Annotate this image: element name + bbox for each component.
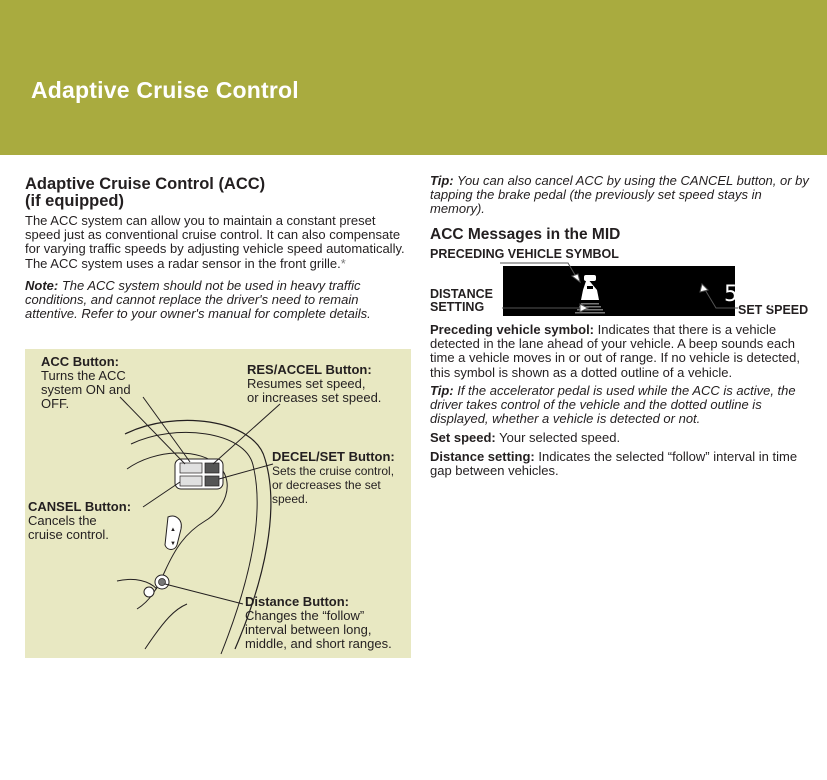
cancel-button-desc-1: Cancels the	[28, 513, 97, 528]
res-accel-callout	[247, 363, 381, 405]
definitions	[430, 323, 818, 478]
tip-accelerator	[430, 384, 818, 426]
distance-button-desc-3: middle, and short ranges.	[245, 636, 392, 651]
def-distance-setting	[430, 450, 818, 478]
mid-diagram	[430, 248, 820, 320]
footnote-mark: *	[340, 255, 346, 271]
acc-button-callout	[41, 355, 131, 411]
decel-set-callout	[272, 450, 395, 506]
distance-setting-label-1: DISTANCE	[430, 287, 493, 301]
tip-accelerator-label: Tip:	[430, 382, 454, 398]
page-title: Adaptive Cruise Control	[31, 77, 299, 103]
def-preceding-vehicle-text: Indicates that there is a vehicle detected in the lane ahead of your vehicle. A beep sounds each time a vehicle moves in or out of range. If no vehicle is detected, this symbol is shown as a dotted outline of a vehicle.	[430, 322, 800, 380]
mid-heading: ACC Messages in the MID	[430, 226, 621, 243]
distance-button-title: Distance Button:	[245, 594, 349, 609]
def-set-speed-label: Set speed:	[430, 429, 496, 445]
section-heading	[25, 176, 413, 210]
def-set-speed	[430, 431, 818, 445]
def-preceding-vehicle	[430, 323, 818, 380]
display-speed-unit: mph	[756, 293, 786, 307]
note-text: The ACC system should not be used in heavy traffic conditions, and cannot replace the driver's need to remain attentive. Refer to your owner's manual for complete details.	[25, 277, 371, 322]
section-heading-line1: Adaptive Cruise Control (ACC)	[25, 175, 266, 193]
note-paragraph	[25, 279, 413, 322]
decel-set-title: DECEL/SET Button:	[272, 449, 395, 464]
distance-button-desc-2: interval between long,	[245, 622, 372, 637]
decel-set-desc-1: Sets the cruise control,	[272, 464, 395, 478]
note-label: Note:	[25, 277, 59, 293]
acc-button-title: ACC Button:	[41, 354, 119, 369]
intro-paragraph	[25, 214, 413, 271]
res-accel-desc-1: Resumes set speed,	[247, 376, 366, 391]
cancel-button-callout	[28, 500, 131, 542]
decel-set-desc-2: or decreases the set	[272, 478, 381, 492]
acc-button-desc-3: OFF.	[41, 396, 70, 411]
distance-setting-label-2: SETTING	[430, 300, 485, 314]
acc-button-desc-2: system ON and	[41, 382, 131, 397]
tip-cancel-label: Tip:	[430, 173, 454, 188]
svg-text:▲: ▲	[170, 527, 176, 533]
cancel-button-desc-2: cruise control.	[28, 527, 109, 542]
def-distance-setting-text: Indicates the selected “follow” interval in time gap between vehicles.	[430, 449, 798, 479]
distance-button-callout	[245, 595, 392, 651]
res-accel-desc-2: or increases set speed.	[247, 390, 382, 405]
svg-text:▼: ▼	[170, 541, 176, 547]
tip-cancel	[430, 174, 818, 216]
preceding-vehicle-label: PRECEDING VEHICLE SYMBOL	[430, 247, 619, 261]
mid-leader-lines	[430, 248, 820, 320]
cancel-button-title: CANSEL Button:	[28, 499, 132, 514]
def-preceding-vehicle-label: Preceding vehicle symbol:	[430, 322, 595, 337]
section-heading-line2: (if equipped)	[25, 192, 124, 210]
steering-wheel-figure	[25, 349, 411, 658]
decel-set-desc-3: speed.	[272, 492, 309, 506]
distance-button-desc-1: Changes the “follow”	[245, 608, 365, 623]
page-header	[0, 0, 827, 155]
display-speed: 50	[724, 282, 752, 307]
set-speed-label: SET SPEED	[738, 303, 809, 317]
acc-button-desc-1: Turns the ACC	[41, 368, 126, 383]
def-set-speed-text: Your selected speed.	[499, 429, 621, 445]
def-distance-setting-label: Distance setting:	[430, 449, 535, 465]
tip-accelerator-text: If the accelerator pedal is used while the ACC is active, the driver takes control of the vehicle and the dotted outline is displayed, whether a vehicle is detected or not.	[430, 382, 796, 426]
res-accel-title: RES/ACCEL Button:	[247, 362, 372, 377]
intro-text: The ACC system can allow you to maintain a constant preset speed just as conventional cruise control. It can also compensate for varying traffic speeds by adjusting vehicle speed automatically. The ACC system uses a radar sensor in the front grille.	[25, 213, 405, 271]
tip-cancel-text: You can also cancel ACC by using the CANCEL button, or by tapping the brake pedal (the previously set speed stays in memory).	[430, 173, 809, 216]
right-column	[430, 174, 818, 244]
left-column	[25, 176, 413, 321]
